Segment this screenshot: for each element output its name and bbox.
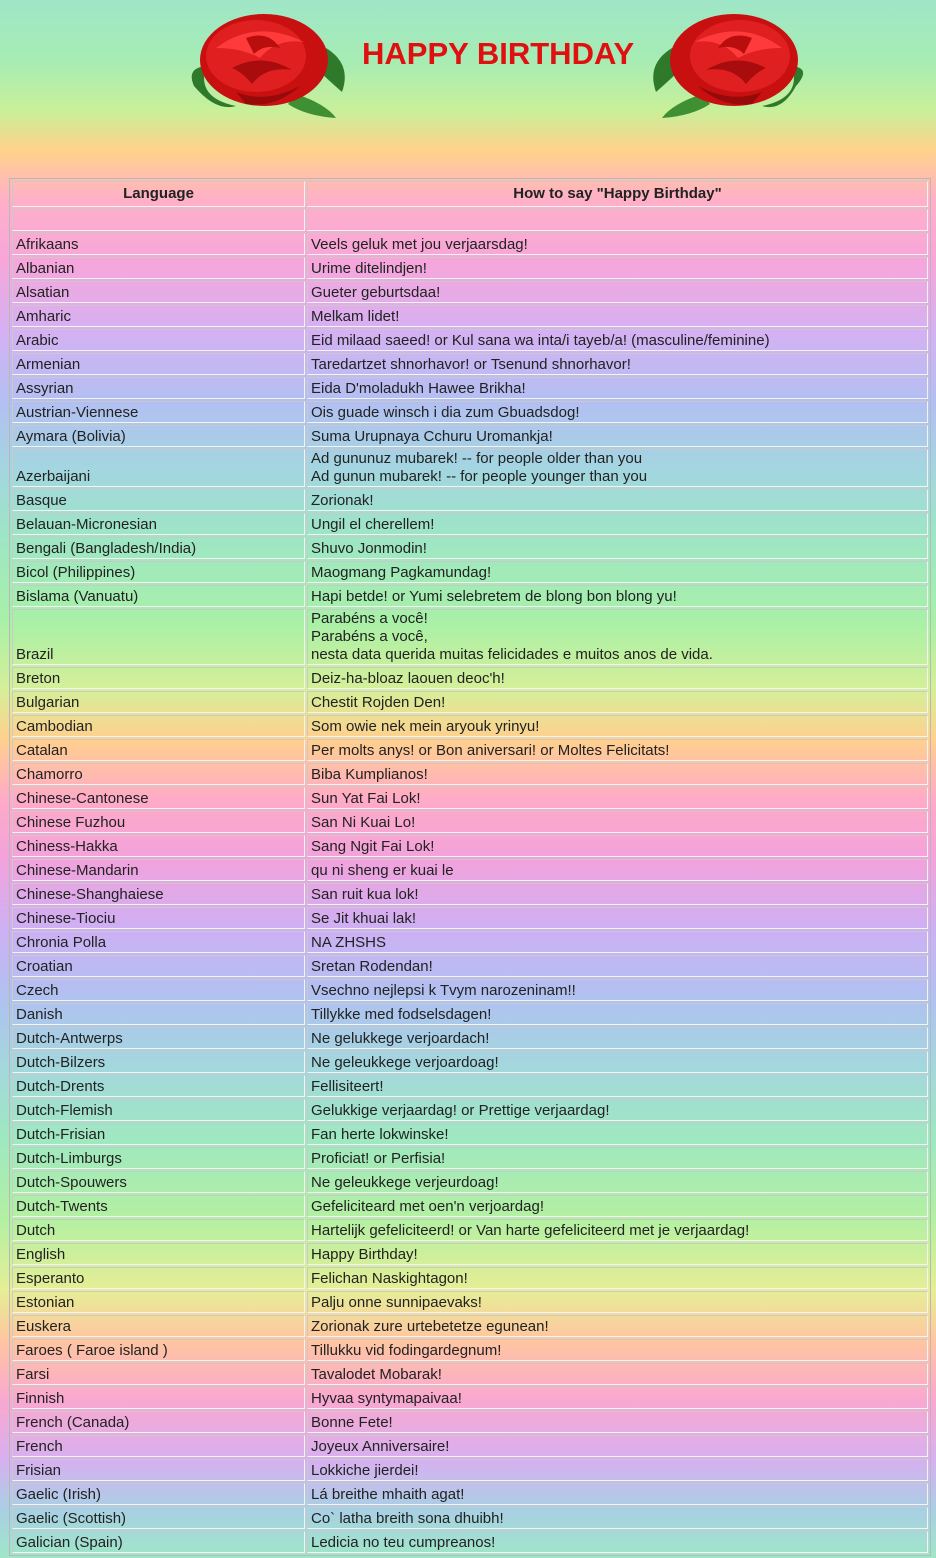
- language-cell: Euskera: [12, 1315, 305, 1337]
- greeting-text: Deiz-ha-bloaz laouen deoc'h!: [311, 670, 505, 687]
- greeting-text: Chestit Rojden Den!: [311, 694, 446, 711]
- greeting-cell: [307, 281, 928, 303]
- greeting-text: Proficiat! or Perfisia!: [311, 1150, 446, 1167]
- greeting-cell: [307, 1387, 928, 1409]
- greeting-text: qu ni sheng er kuai le: [311, 862, 454, 879]
- language-cell: Amharic: [12, 305, 305, 327]
- table-row: [12, 1003, 928, 1025]
- greeting-text: Fan herte lokwinske!: [311, 1126, 449, 1143]
- table-row: [12, 1171, 928, 1193]
- table-row: [12, 353, 928, 375]
- greeting-text: Ois guade winsch i dia zum Gbuadsdog!: [311, 404, 580, 421]
- table-row: [12, 1219, 928, 1241]
- greeting-text: Sang Ngit Fai Lok!: [311, 838, 435, 855]
- greeting-text: Ne geleukkege verjoardoag!: [311, 1054, 499, 1071]
- greeting-text: Sretan Rodendan!: [311, 958, 433, 975]
- table-row: [12, 1243, 928, 1265]
- language-cell: Azerbaijani: [12, 449, 305, 487]
- table-row: [12, 449, 928, 487]
- greeting-cell: [307, 257, 928, 279]
- greeting-text: Tavalodet Mobarak!: [311, 1366, 442, 1383]
- greeting-text: Ne geleukkege verjeurdoag!: [311, 1174, 499, 1191]
- greeting-text: Sun Yat Fai Lok!: [311, 790, 421, 807]
- table-row: [12, 1339, 928, 1361]
- greeting-cell: [307, 835, 928, 857]
- greeting-text: Suma Urupnaya Cchuru Uromankja!: [311, 428, 553, 445]
- greeting-cell: [307, 715, 928, 737]
- table-row: [12, 257, 928, 279]
- greeting-cell: [307, 811, 928, 833]
- greeting-cell: [307, 1507, 928, 1529]
- table-row: [12, 609, 928, 665]
- language-cell: Dutch-Drents: [12, 1075, 305, 1097]
- table-row: [12, 1123, 928, 1145]
- greeting-cell: [307, 1027, 928, 1049]
- greeting-cell: [307, 537, 928, 559]
- greeting-text: Lá breithe mhaith agat!: [311, 1486, 465, 1503]
- table-row: [12, 1099, 928, 1121]
- table-row: [12, 715, 928, 737]
- language-cell: Catalan: [12, 739, 305, 761]
- greeting-cell: [307, 1291, 928, 1313]
- page-header: [0, 0, 936, 160]
- greeting-cell: [307, 979, 928, 1001]
- rose-icon: [646, 8, 822, 120]
- table-row: [12, 1267, 928, 1289]
- table-row: [12, 513, 928, 535]
- language-cell: Dutch-Antwerps: [12, 1027, 305, 1049]
- greeting-text: Per molts anys! or Bon aniversari! or Moltes Felicitats!: [311, 742, 670, 759]
- greeting-cell: [307, 931, 928, 953]
- greeting-text: Biba Kumplianos!: [311, 766, 428, 783]
- greeting-text: Parabéns a você,: [311, 628, 428, 645]
- language-cell: Chamorro: [12, 763, 305, 785]
- greeting-text: Happy Birthday!: [311, 1246, 418, 1263]
- table-row: [12, 401, 928, 423]
- greeting-cell: [307, 1267, 928, 1289]
- table-row: [12, 377, 928, 399]
- language-cell: Breton: [12, 667, 305, 689]
- greeting-cell: [307, 1171, 928, 1193]
- language-cell: Armenian: [12, 353, 305, 375]
- greeting-cell: [307, 667, 928, 689]
- table-row: [12, 907, 928, 929]
- greeting-text: NA ZHSHS: [311, 934, 387, 951]
- language-cell: Albanian: [12, 257, 305, 279]
- table-row: [12, 537, 928, 559]
- language-cell: Austrian-Viennese: [12, 401, 305, 423]
- table-row: [12, 281, 928, 303]
- language-cell: Czech: [12, 979, 305, 1001]
- greeting-text: Vsechno nejlepsi k Tvym narozeninam!!: [311, 982, 576, 999]
- table-row: [12, 1147, 928, 1169]
- greeting-cell: [307, 513, 928, 535]
- greeting-cell: [307, 425, 928, 447]
- greeting-text: Felichan Naskightagon!: [311, 1270, 468, 1287]
- language-cell: Galician (Spain): [12, 1531, 305, 1553]
- table-row: [12, 1075, 928, 1097]
- table-row: [12, 1027, 928, 1049]
- language-cell: Alsatian: [12, 281, 305, 303]
- greeting-cell: [307, 1003, 928, 1025]
- greeting-cell: [307, 585, 928, 607]
- language-cell: Dutch-Bilzers: [12, 1051, 305, 1073]
- greeting-cell: [307, 1075, 928, 1097]
- greeting-text: Hartelijk gefeliciteerd! or Van harte gefeliciteerd met je verjaardag!: [311, 1222, 750, 1239]
- table-row: [12, 1507, 928, 1529]
- greeting-cell: [307, 1051, 928, 1073]
- greeting-text: Joyeux Anniversaire!: [311, 1438, 450, 1455]
- greeting-text: Som owie nek mein aryouk yrinyu!: [311, 718, 540, 735]
- table-row: [12, 1363, 928, 1385]
- empty-cell: [307, 209, 928, 231]
- column-header-greeting: How to say "Happy Birthday": [307, 181, 928, 207]
- greeting-cell: [307, 1483, 928, 1505]
- greeting-cell: [307, 1531, 928, 1553]
- language-cell: Chinese-Tiociu: [12, 907, 305, 929]
- greeting-cell: [307, 787, 928, 809]
- language-cell: Dutch-Limburgs: [12, 1147, 305, 1169]
- table-row: [12, 1051, 928, 1073]
- greeting-text: Parabéns a você!: [311, 610, 428, 627]
- empty-row: [12, 209, 928, 231]
- greeting-cell: [307, 449, 928, 487]
- table-header-row: [12, 181, 928, 207]
- greeting-text: Bonne Fete!: [311, 1414, 393, 1431]
- greeting-cell: [307, 1363, 928, 1385]
- table-row: [12, 1483, 928, 1505]
- language-cell: Bulgarian: [12, 691, 305, 713]
- greeting-text: Co` latha breith sona dhuibh!: [311, 1510, 504, 1527]
- greeting-cell: [307, 1099, 928, 1121]
- language-cell: Esperanto: [12, 1267, 305, 1289]
- greeting-cell: [307, 1243, 928, 1265]
- language-cell: Estonian: [12, 1291, 305, 1313]
- language-cell: Chinese-Cantonese: [12, 787, 305, 809]
- greeting-cell: [307, 489, 928, 511]
- language-cell: French: [12, 1435, 305, 1457]
- language-cell: Dutch-Frisian: [12, 1123, 305, 1145]
- rose-icon: [176, 8, 352, 120]
- greeting-cell: [307, 561, 928, 583]
- language-cell: Finnish: [12, 1387, 305, 1409]
- table-row: [12, 1195, 928, 1217]
- greeting-cell: [307, 353, 928, 375]
- greeting-cell: [307, 955, 928, 977]
- language-cell: Brazil: [12, 609, 305, 665]
- greeting-text: Ne gelukkege verjoardach!: [311, 1030, 490, 1047]
- language-cell: Danish: [12, 1003, 305, 1025]
- language-cell: Dutch: [12, 1219, 305, 1241]
- greeting-cell: [307, 1411, 928, 1433]
- table-row: [12, 1459, 928, 1481]
- table-row: [12, 585, 928, 607]
- greeting-text: Ledicia no teu cumpreanos!: [311, 1534, 496, 1551]
- greeting-text: Eida D'moladukh Hawee Brikha!: [311, 380, 526, 397]
- language-cell: English: [12, 1243, 305, 1265]
- greeting-cell: [307, 907, 928, 929]
- language-cell: Arabic: [12, 329, 305, 351]
- greeting-text: Tillykke med fodselsdagen!: [311, 1006, 492, 1023]
- greeting-cell: [307, 609, 928, 665]
- language-cell: French (Canada): [12, 1411, 305, 1433]
- language-cell: Chiness-Hakka: [12, 835, 305, 857]
- greeting-text: Maogmang Pagkamundag!: [311, 564, 492, 581]
- language-cell: Faroes ( Faroe island ): [12, 1339, 305, 1361]
- table-row: [12, 305, 928, 327]
- language-cell: Frisian: [12, 1459, 305, 1481]
- greeting-text: Ungil el cherellem!: [311, 516, 435, 533]
- language-cell: Bengali (Bangladesh/India): [12, 537, 305, 559]
- greeting-cell: [307, 1435, 928, 1457]
- table-row: [12, 1387, 928, 1409]
- language-cell: Gaelic (Irish): [12, 1483, 305, 1505]
- greeting-cell: [307, 763, 928, 785]
- greeting-cell: [307, 1123, 928, 1145]
- language-cell: Bislama (Vanuatu): [12, 585, 305, 607]
- greeting-cell: [307, 691, 928, 713]
- greeting-text: Lokkiche jierdei!: [311, 1462, 419, 1479]
- language-cell: Dutch-Spouwers: [12, 1171, 305, 1193]
- language-cell: Chinese Fuzhou: [12, 811, 305, 833]
- greeting-text: Tillukku vid fodingardegnum!: [311, 1342, 502, 1359]
- greeting-text: San ruit kua lok!: [311, 886, 419, 903]
- language-cell: Croatian: [12, 955, 305, 977]
- greeting-cell: [307, 859, 928, 881]
- greeting-text: Gelukkige verjaardag! or Prettige verjaardag!: [311, 1102, 610, 1119]
- greeting-text: Gueter geburtsdaa!: [311, 284, 441, 301]
- table-row: [12, 811, 928, 833]
- language-cell: Dutch-Flemish: [12, 1099, 305, 1121]
- language-cell: Gaelic (Scottish): [12, 1507, 305, 1529]
- empty-cell: [12, 209, 305, 231]
- table-row: [12, 489, 928, 511]
- language-cell: Assyrian: [12, 377, 305, 399]
- table-row: [12, 1531, 928, 1553]
- table-row: [12, 329, 928, 351]
- greeting-text: Eid milaad saeed! or Kul sana wa inta/i tayeb/a! (masculine/feminine): [311, 332, 770, 349]
- greeting-cell: [307, 1459, 928, 1481]
- greeting-text: Melkam lidet!: [311, 308, 400, 325]
- greeting-text: nesta data querida muitas felicidades e muitos anos de vida.: [311, 646, 713, 663]
- greeting-text: Urime ditelindjen!: [311, 260, 427, 277]
- language-cell: Chinese-Mandarin: [12, 859, 305, 881]
- greeting-text: Ad gunun mubarek! -- for people younger than you: [311, 468, 648, 485]
- table-body: [12, 209, 928, 1553]
- table-row: [12, 233, 928, 255]
- table-row: [12, 1411, 928, 1433]
- table-row: [12, 691, 928, 713]
- greeting-cell: [307, 233, 928, 255]
- greeting-cell: [307, 401, 928, 423]
- greeting-text: San Ni Kuai Lo!: [311, 814, 416, 831]
- greeting-text: Zorionak!: [311, 492, 374, 509]
- table-row: [12, 425, 928, 447]
- table-row: [12, 1435, 928, 1457]
- table-row: [12, 931, 928, 953]
- greeting-cell: [307, 1315, 928, 1337]
- table-row: [12, 1315, 928, 1337]
- greeting-text: Ad gununuz mubarek! -- for people older than you: [311, 450, 643, 467]
- greeting-text: Fellisiteert!: [311, 1078, 384, 1095]
- column-header-language: Language: [12, 181, 305, 207]
- birthday-greetings-table: [9, 178, 931, 1556]
- table-row: [12, 835, 928, 857]
- greeting-cell: [307, 377, 928, 399]
- greeting-cell: [307, 883, 928, 905]
- table-row: [12, 955, 928, 977]
- language-cell: Chronia Polla: [12, 931, 305, 953]
- table-row: [12, 883, 928, 905]
- language-cell: Farsi: [12, 1363, 305, 1385]
- language-cell: Basque: [12, 489, 305, 511]
- language-cell: Belauan-Micronesian: [12, 513, 305, 535]
- greeting-text: Veels geluk met jou verjaarsdag!: [311, 236, 528, 253]
- greeting-text: Zorionak zure urtebetetze egunean!: [311, 1318, 549, 1335]
- greeting-text: Gefeliciteard met oen'n verjoardag!: [311, 1198, 544, 1215]
- language-cell: Cambodian: [12, 715, 305, 737]
- language-cell: Aymara (Bolivia): [12, 425, 305, 447]
- page-title: HAPPY BIRTHDAY: [362, 36, 635, 71]
- greeting-text: Hyvaa syntymapaivaa!: [311, 1390, 462, 1407]
- table-row: [12, 763, 928, 785]
- language-cell: Chinese-Shanghaiese: [12, 883, 305, 905]
- language-cell: Dutch-Twents: [12, 1195, 305, 1217]
- table-row: [12, 561, 928, 583]
- table-row: [12, 667, 928, 689]
- language-cell: Bicol (Philippines): [12, 561, 305, 583]
- greeting-cell: [307, 305, 928, 327]
- greeting-cell: [307, 329, 928, 351]
- greeting-cell: [307, 1195, 928, 1217]
- table-row: [12, 739, 928, 761]
- greeting-cell: [307, 1339, 928, 1361]
- greeting-cell: [307, 1219, 928, 1241]
- greeting-text: Taredartzet shnorhavor! or Tsenund shnorhavor!: [311, 356, 631, 373]
- greeting-cell: [307, 1147, 928, 1169]
- table-row: [12, 787, 928, 809]
- language-cell: Afrikaans: [12, 233, 305, 255]
- table-row: [12, 859, 928, 881]
- table-row: [12, 1291, 928, 1313]
- greeting-text: Shuvo Jonmodin!: [311, 540, 427, 557]
- table-row: [12, 979, 928, 1001]
- greeting-text: Palju onne sunnipaevaks!: [311, 1294, 482, 1311]
- greeting-text: Hapi betde! or Yumi selebretem de blong bon blong yu!: [311, 588, 677, 605]
- greeting-cell: [307, 739, 928, 761]
- greeting-text: Se Jit khuai lak!: [311, 910, 417, 927]
